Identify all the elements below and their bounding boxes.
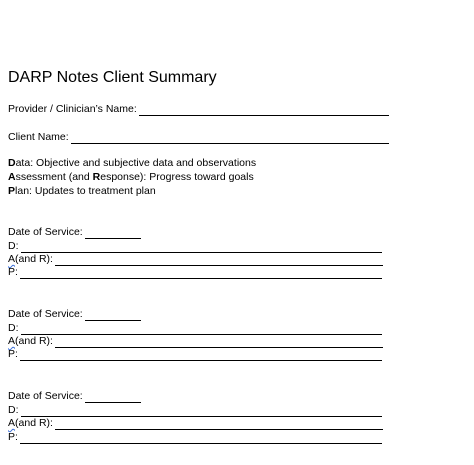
entry-2-a-row — [8, 335, 383, 348]
date-of-service-blank[interactable] — [85, 310, 141, 321]
definition-plan: Plan: Updates to treatment plan — [8, 185, 156, 197]
provider-name-label: Provider / Clinician’s Name: — [8, 103, 137, 115]
client-name-field — [8, 131, 389, 144]
entry-1-p-row — [8, 266, 382, 279]
p-label: P: — [8, 266, 18, 278]
a-blank[interactable] — [55, 255, 383, 266]
p-label: P: — [8, 431, 18, 443]
d-label: D: — [8, 322, 19, 334]
entry-2-date-row — [8, 308, 141, 321]
provider-name-blank[interactable] — [139, 105, 389, 116]
entry-1-a-row — [8, 253, 383, 266]
p-blank[interactable] — [20, 433, 382, 444]
p-blank[interactable] — [20, 350, 382, 361]
p-blank[interactable] — [20, 268, 382, 279]
date-of-service-blank[interactable] — [85, 228, 141, 239]
p-label: P: — [8, 348, 18, 360]
date-of-service-label: Date of Service: — [8, 390, 83, 402]
entry-3-a-row — [8, 417, 383, 430]
d-blank[interactable] — [21, 406, 382, 417]
a-label: A(and R): — [8, 417, 53, 429]
d-blank[interactable] — [21, 324, 382, 335]
a-blank[interactable] — [55, 419, 383, 430]
entry-3-p-row — [8, 431, 382, 444]
document-title: DARP Notes Client Summary — [8, 69, 217, 86]
date-of-service-label: Date of Service: — [8, 308, 83, 320]
entry-3-date-row — [8, 390, 141, 403]
entry-2-p-row — [8, 348, 382, 361]
definition-data: Data: Objective and subjective data and observations — [8, 157, 257, 169]
date-of-service-label: Date of Service: — [8, 226, 83, 238]
a-label: A(and R): — [8, 253, 53, 265]
definition-assessment: Assessment (and Response): Progress toward goals — [8, 171, 254, 183]
client-name-label: Client Name: — [8, 131, 69, 143]
d-label: D: — [8, 404, 19, 416]
client-name-blank[interactable] — [71, 133, 389, 144]
date-of-service-blank[interactable] — [85, 392, 141, 403]
entry-3-d-row — [8, 404, 382, 417]
a-blank[interactable] — [55, 337, 383, 348]
entry-1-d-row — [8, 240, 382, 253]
entry-2-d-row — [8, 322, 382, 335]
provider-name-field — [8, 103, 389, 116]
entry-1-date-row — [8, 226, 141, 239]
d-label: D: — [8, 240, 19, 252]
a-label: A(and R): — [8, 335, 53, 347]
d-blank[interactable] — [21, 242, 382, 253]
